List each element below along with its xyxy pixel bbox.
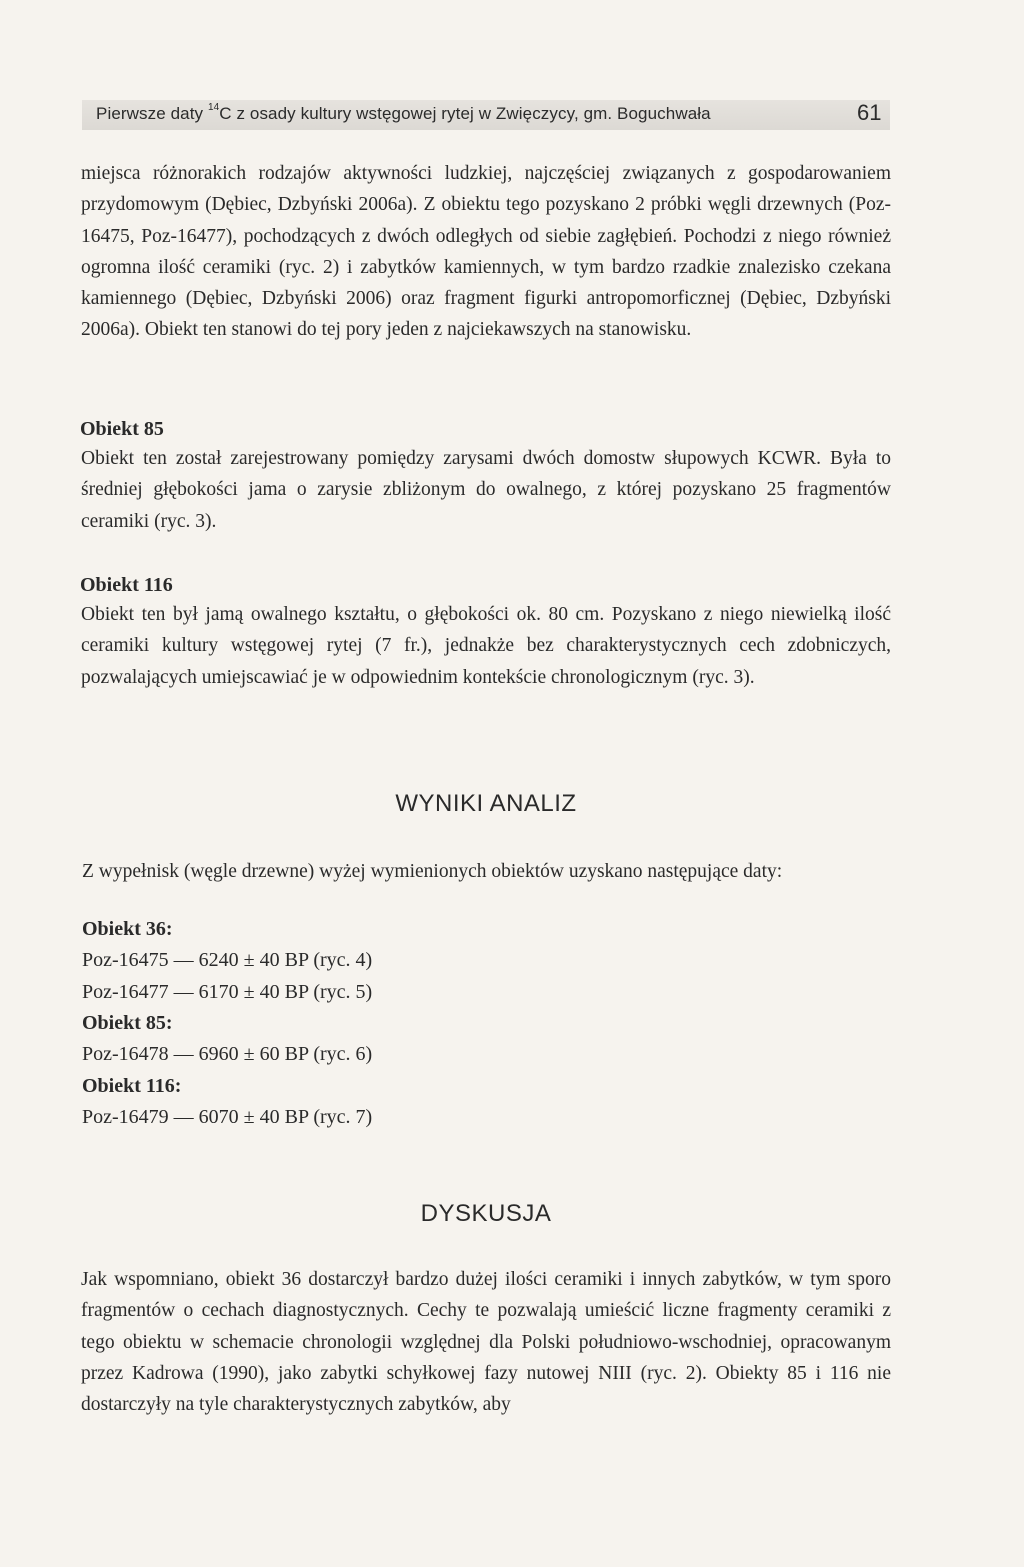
paragraph-intro: miejsca różnorakich rodzajów aktywności ludzkiej, najczęściej związanych z gospodarowaniem przydomowym (Dębiec, Dzbyński 2006a). Z obiektu tego pozyskano 2 próbki węgli drzewnych (Poz-16475, Poz-16477), pochodzących z dwóch odległych od siebie zagłębień. Pochodzi z niego również ogromna ilość ceramiki (ryc. 2) i zabytków kamiennych, w tym bardzo rzadkie znalezisko czekana kamiennego (Dębiec, Dzbyński 2006) oraz fragment figurki antropomorficznej (Dębiec, Dzbyński 2006a). Obiekt ten stanowi do tej pory jeden z najciekawszych na stanowisku. bbox=[81, 163, 891, 341]
results-object-label: Obiekt 36: bbox=[82, 918, 173, 940]
paragraph-discussion: Jak wspomniano, obiekt 36 dostarczył bardzo dużej ilości ceramiki i innych zabytków, w tym sporo fragmentów o cechach diagnostycznych. Cechy te pozwalają umieścić liczne fragmenty ceramiki z tego obiektu w schemacie chronologii względnej dla Polski południowo-wschodniej, opracowanym przez Kadrowa (1990), jako zabytki schyłkowej fazy nutowej NIII (ryc. 2). Obiekty 85 i 116 nie dostarczyły na tyle charakterystycznych zabytków, aby bbox=[81, 1269, 891, 1416]
paragraph-obiekt-85: Obiekt ten został zarejestrowany pomiędzy zarysami dwóch domostw słupowych KCWR. Była to średniej głębokości jama o zarysie zbliżonym do owalnego, z której pozyskano 25 fragmentów ceramiki (ryc. 3). bbox=[81, 448, 891, 532]
section-heading-results: WYNIKI ANALIZ bbox=[395, 790, 577, 817]
running-header-text-end: C z osady kultury wstęgowej rytej w Zwięczycy, gm. Boguchwała bbox=[219, 104, 711, 123]
page-number: 61 bbox=[857, 100, 882, 125]
running-header bbox=[96, 104, 711, 124]
running-header-text-start: Pierwsze daty bbox=[96, 104, 208, 123]
results-object-label: Obiekt 116: bbox=[82, 1074, 182, 1097]
paragraph-results-intro: Z wypełnisk (węgle drzewne) wyżej wymienionych obiektów uzyskano następujące daty: bbox=[82, 861, 783, 882]
heading-obiekt-85: Obiekt 85 bbox=[80, 418, 164, 440]
results-date-line: Poz-16475 — 6240 ± 40 BP (ryc. 4) bbox=[82, 949, 373, 972]
results-date-line: Poz-16477 — 6170 ± 40 BP (ryc. 5) bbox=[82, 980, 373, 1003]
paragraph-obiekt-116: Obiekt ten był jamą owalnego kształtu, o głębokości ok. 80 cm. Pozyskano z niego niewielką ilość ceramiki kultury wstęgowej rytej (7 fr.), jednakże bez charakterystycznych cech zdobniczych, pozwalających umiejscawiać je w odpowiednim kontekście chronologicznym (ryc. 3). bbox=[81, 604, 891, 688]
results-date-line: Poz-16478 — 6960 ± 60 BP (ryc. 6) bbox=[82, 1043, 373, 1066]
results-object-label: Obiekt 85: bbox=[82, 1011, 173, 1034]
running-header-superscript: 14 bbox=[207, 102, 220, 114]
section-heading-discussion: DYSKUSJA bbox=[420, 1200, 552, 1227]
heading-obiekt-116: Obiekt 116 bbox=[80, 574, 173, 596]
results-date-line: Poz-16479 — 6070 ± 40 BP (ryc. 7) bbox=[82, 1105, 373, 1128]
